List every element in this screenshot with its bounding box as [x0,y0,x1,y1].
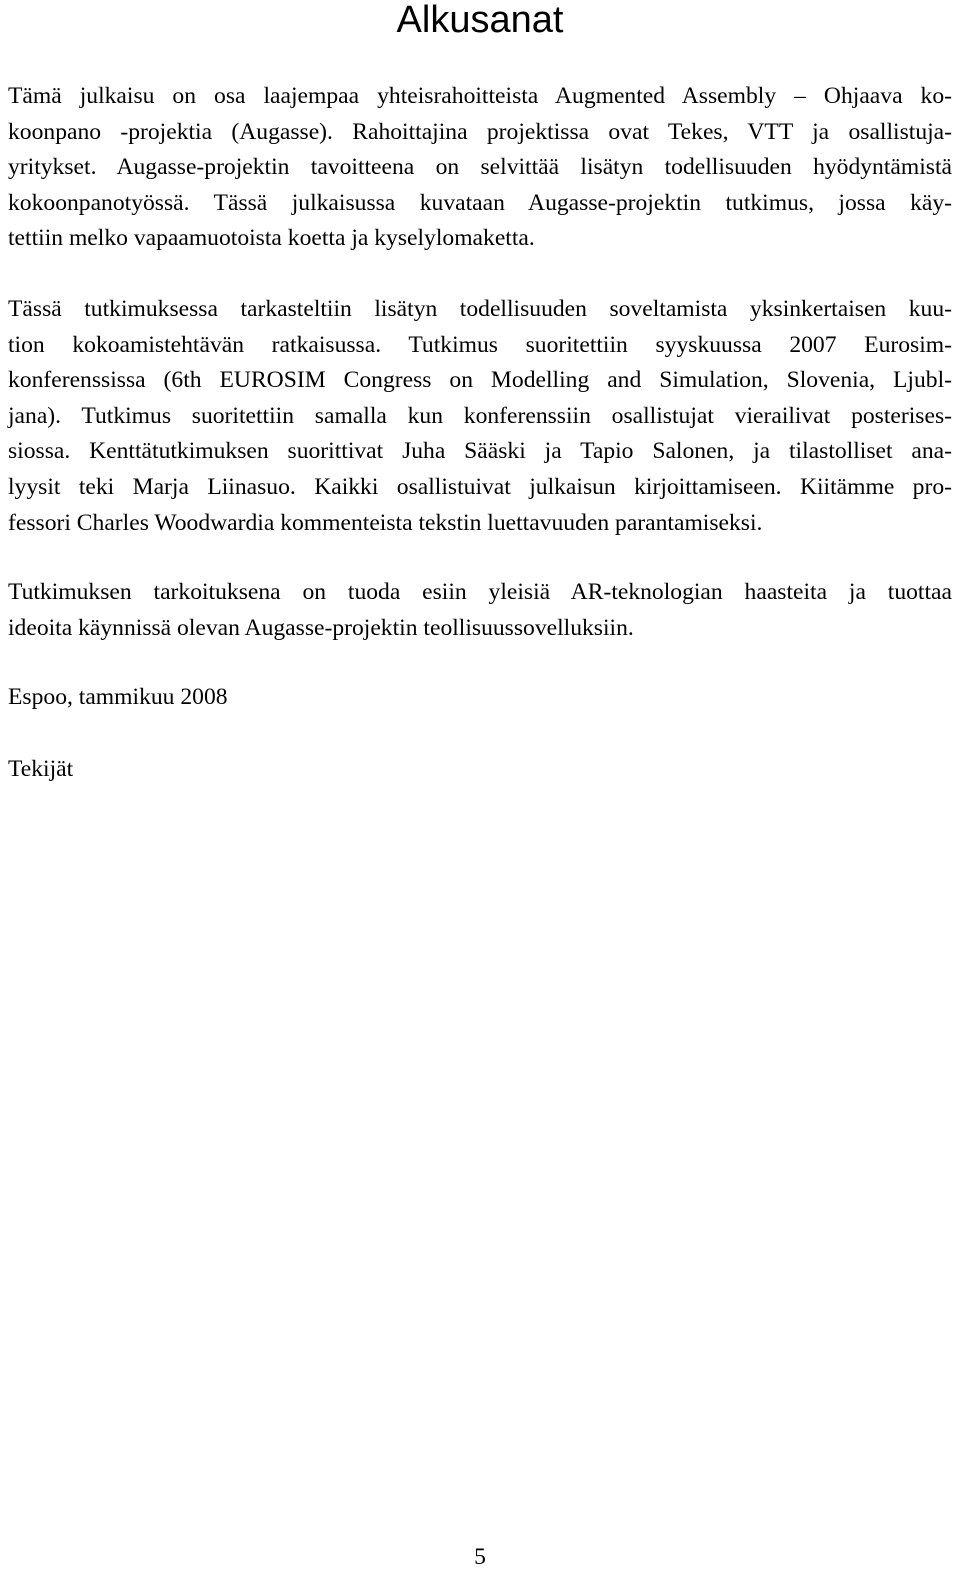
text-line: tion kokoamistehtävän ratkaisussa. Tutkimus suoritettiin syyskuussa 2007 Eurosim- [8,331,952,358]
paragraph-purpose [8,575,952,646]
place-date [8,680,952,716]
text-line: Espoo, tammikuu 2008 [8,684,228,710]
paragraph-intro [8,79,952,257]
text-line: Tutkimuksen tarkoituksena on tuoda esiin yleisiä AR-teknologian haasteita ja tuottaa [8,579,952,605]
text-line: tettiin melko vapaamuotoista koetta ja kyselylomaketta. [8,225,535,252]
text-line: siossa. Kenttätutkimuksen suorittivat Juha Sääski ja Tapio Salonen, ja tilastolliset ana- [8,438,952,465]
text-line: ideoita käynnissä olevan Augasse-projektin teollisuussovelluksiin. [8,614,634,641]
signature-authors [8,752,952,788]
text-line: Tämä julkaisu on osa laajempaa yhteisrahoitteista Augmented Assembly – Ohjaava ko- [8,83,952,109]
text-line: koonpano -projektia (Augasse). Rahoittajina projektissa ovat Tekes, VTT ja osallistuja- [8,118,952,145]
text-line: Tässä tutkimuksessa tarkasteltiin lisätyn todellisuuden soveltamista yksinkertaisen kuu- [8,296,952,322]
text-line: lyysit teki Marja Liinasuo. Kaikki osallistuivat julkaisun kirjoittamiseen. Kiitämme pro- [8,473,952,500]
document-page [8,0,952,1593]
text-line: jana). Tutkimus suoritettiin samalla kun konferenssiin osallistujat vierailivat posterises- [8,402,952,429]
paragraph-study [8,292,952,541]
page-title: Alkusanat [396,0,564,41]
text-line: Tekijät [8,756,74,782]
text-line: konferenssissa (6th EUROSIM Congress on Modelling and Simulation, Slovenia, Ljubl- [8,367,952,394]
text-line: yritykset. Augasse-projektin tavoitteena on selvittää lisätyn todellisuuden hyödyntämistä [8,154,952,181]
page-number: 5 [474,1544,486,1570]
text-line: fessori Charles Woodwardia kommenteista tekstin luettavuuden parantamiseksi. [8,509,763,536]
text-line: kokoonpanotyössä. Tässä julkaisussa kuvataan Augasse-projektin tutkimus, jossa käy- [8,189,952,216]
